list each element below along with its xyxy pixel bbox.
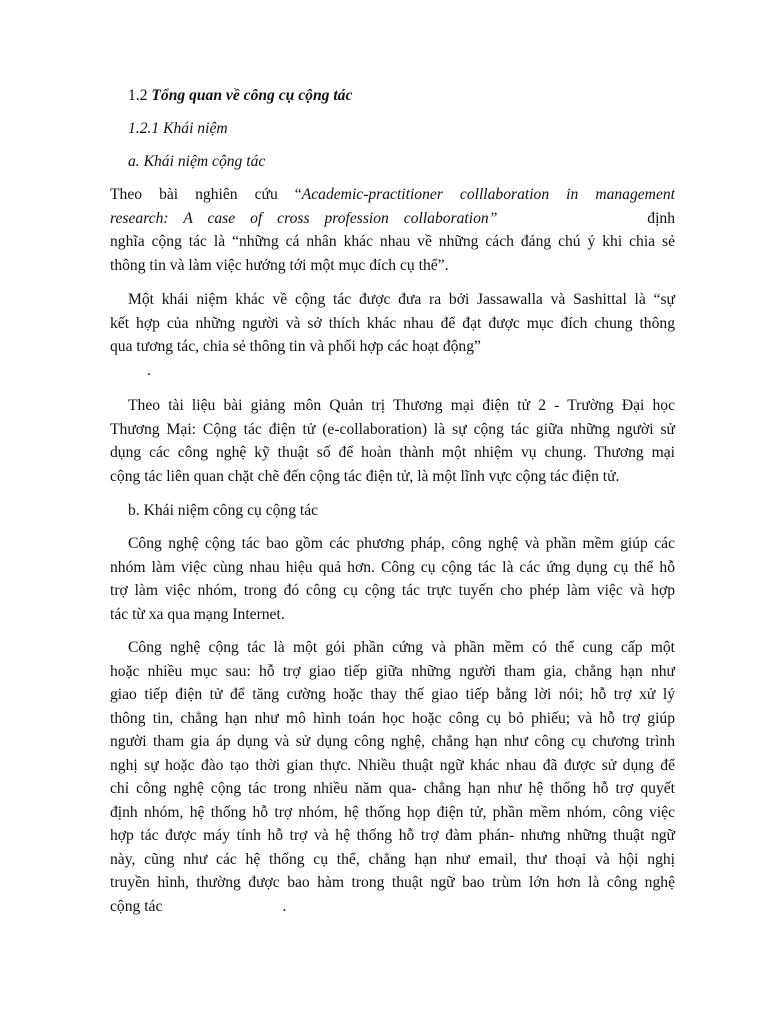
subsection-heading-1-2-1: 1.2.1 Khái niệm bbox=[128, 120, 228, 137]
paragraph-4 bbox=[110, 532, 675, 626]
paragraph-line: thông tin và làm việc hướng tới một mục đích cụ thể”. bbox=[110, 256, 449, 274]
paragraph-line: tác từ xa qua mạng Internet. bbox=[110, 605, 285, 623]
paragraph-1 bbox=[110, 183, 675, 277]
paragraph-line: trợ làm việc nhóm, trong đó công cụ cộng tác trực tuyến cho phép làm việc và hợp bbox=[110, 582, 675, 599]
paragraph-5 bbox=[110, 636, 675, 918]
section-number: 1.2 bbox=[128, 87, 152, 104]
paragraph-line: research: A case of cross profession collaboration” định bbox=[110, 209, 676, 227]
paragraph-line: hoặc nhiều mục sau: hỗ trợ giao tiếp giữa những người tham gia, chẳng hạn như bbox=[110, 662, 675, 680]
paragraph-line: người tham gia áp dụng và sử dụng công nghệ, chẳng hạn như công cụ chương trình bbox=[110, 733, 675, 750]
paragraph-line: Một khái niệm khác về cộng tác được đưa ra bởi Jassawalla và Sashittal là “sự bbox=[128, 291, 675, 308]
paragraph-line: cộng tác . bbox=[110, 897, 287, 915]
section-heading-1-2 bbox=[128, 86, 352, 106]
paragraph-2 bbox=[110, 288, 675, 382]
paragraph-line: Công nghệ cộng tác là một gói phần cứng và phần mềm có thể cung cấp một bbox=[128, 639, 675, 656]
paragraph-line: kết hợp của những người và sở thích khác nhau để đạt được mục đích chung thông bbox=[110, 314, 675, 332]
paragraph-line: nghĩa cộng tác là “những cá nhân khác nhau về những cách đáng chú ý khi chia sẻ bbox=[110, 233, 675, 250]
paragraph-line: Theo tài liệu bài giảng môn Quản trị Thương mại điện tử 2 - Trường Đại học bbox=[128, 397, 675, 414]
subsection-heading-a: a. Khái niệm cộng tác bbox=[128, 153, 266, 170]
paragraph-line: định nhóm, hệ thống hỗ trợ nhóm, hệ thống họp điện tử, phần mềm nhóm, công việc bbox=[110, 803, 675, 821]
study-title: research: A case of cross profession collaboration” bbox=[110, 209, 498, 227]
study-title: Academic-practitioner colllaboration in management bbox=[301, 186, 675, 203]
paragraph-line: nghị sự hoặc đào tạo thời gian thực. Nhiều thuật ngữ khác nhau đã được sử dụng để bbox=[110, 756, 675, 774]
paragraph-line: . bbox=[147, 361, 151, 379]
paragraph-line: cộng tác liên quan chặt chẽ đến cộng tác điện tử, là một lĩnh vực cộng tác điện tử. bbox=[110, 467, 620, 485]
paragraph-line: Công nghệ cộng tác bao gồm các phương pháp, công nghệ và phần mềm giúp các bbox=[128, 535, 675, 552]
section-title: Tổng quan về công cụ cộng tác bbox=[151, 87, 353, 104]
paragraph-line: giao tiếp điện tử để tăng cường hoặc thay thế giao tiếp bằng lời nói; hỗ trợ xử lý bbox=[110, 686, 675, 703]
paragraph-line: dụng các công nghệ kỹ thuật số để hoàn thành một nhiệm vụ chung. Thương mại bbox=[110, 444, 675, 461]
paragraph-line: này, cũng như các hệ thống cụ thể, chẳng hạn như email, thư thoại và hội nghị bbox=[110, 850, 675, 868]
paragraph-line: Thương Mại: Cộng tác điện tử (e-collaboration) là sự cộng tác giữa những người sử bbox=[110, 420, 675, 438]
paragraph-line: Theo bài nghiên cứu “Academic-practitioner colllaboration in management bbox=[110, 186, 675, 203]
paragraph-line: chỉ công nghệ cộng tác trong nhiều năm qua- chẳng hạn như hệ thống hỗ trợ quyết bbox=[110, 780, 675, 797]
paragraph-line: hợp tác được máy tính hỗ trợ và hệ thống hỗ trợ đàm phán- nhưng những thuật ngữ bbox=[110, 827, 675, 844]
paragraph-line: thông tin, chẳng hạn như mô hình toán học hoặc công cụ bỏ phiếu; và hỗ trợ giúp bbox=[110, 709, 675, 727]
paragraph-line: qua tương tác, chia sẻ thông tin và phối hợp các hoạt động” bbox=[110, 338, 481, 355]
paragraph-line: nhóm làm việc cùng nhau hiệu quả hơn. Công cụ cộng tác là các ứng dụng cụ thể hỗ bbox=[110, 558, 675, 576]
paragraph-line: truyền hình, thường được bao hàm trong thuật ngữ bao trùm lớn hơn là công nghệ bbox=[110, 874, 675, 891]
subsection-heading-b: b. Khái niệm công cụ cộng tác bbox=[128, 502, 319, 519]
paragraph-3 bbox=[110, 394, 675, 488]
